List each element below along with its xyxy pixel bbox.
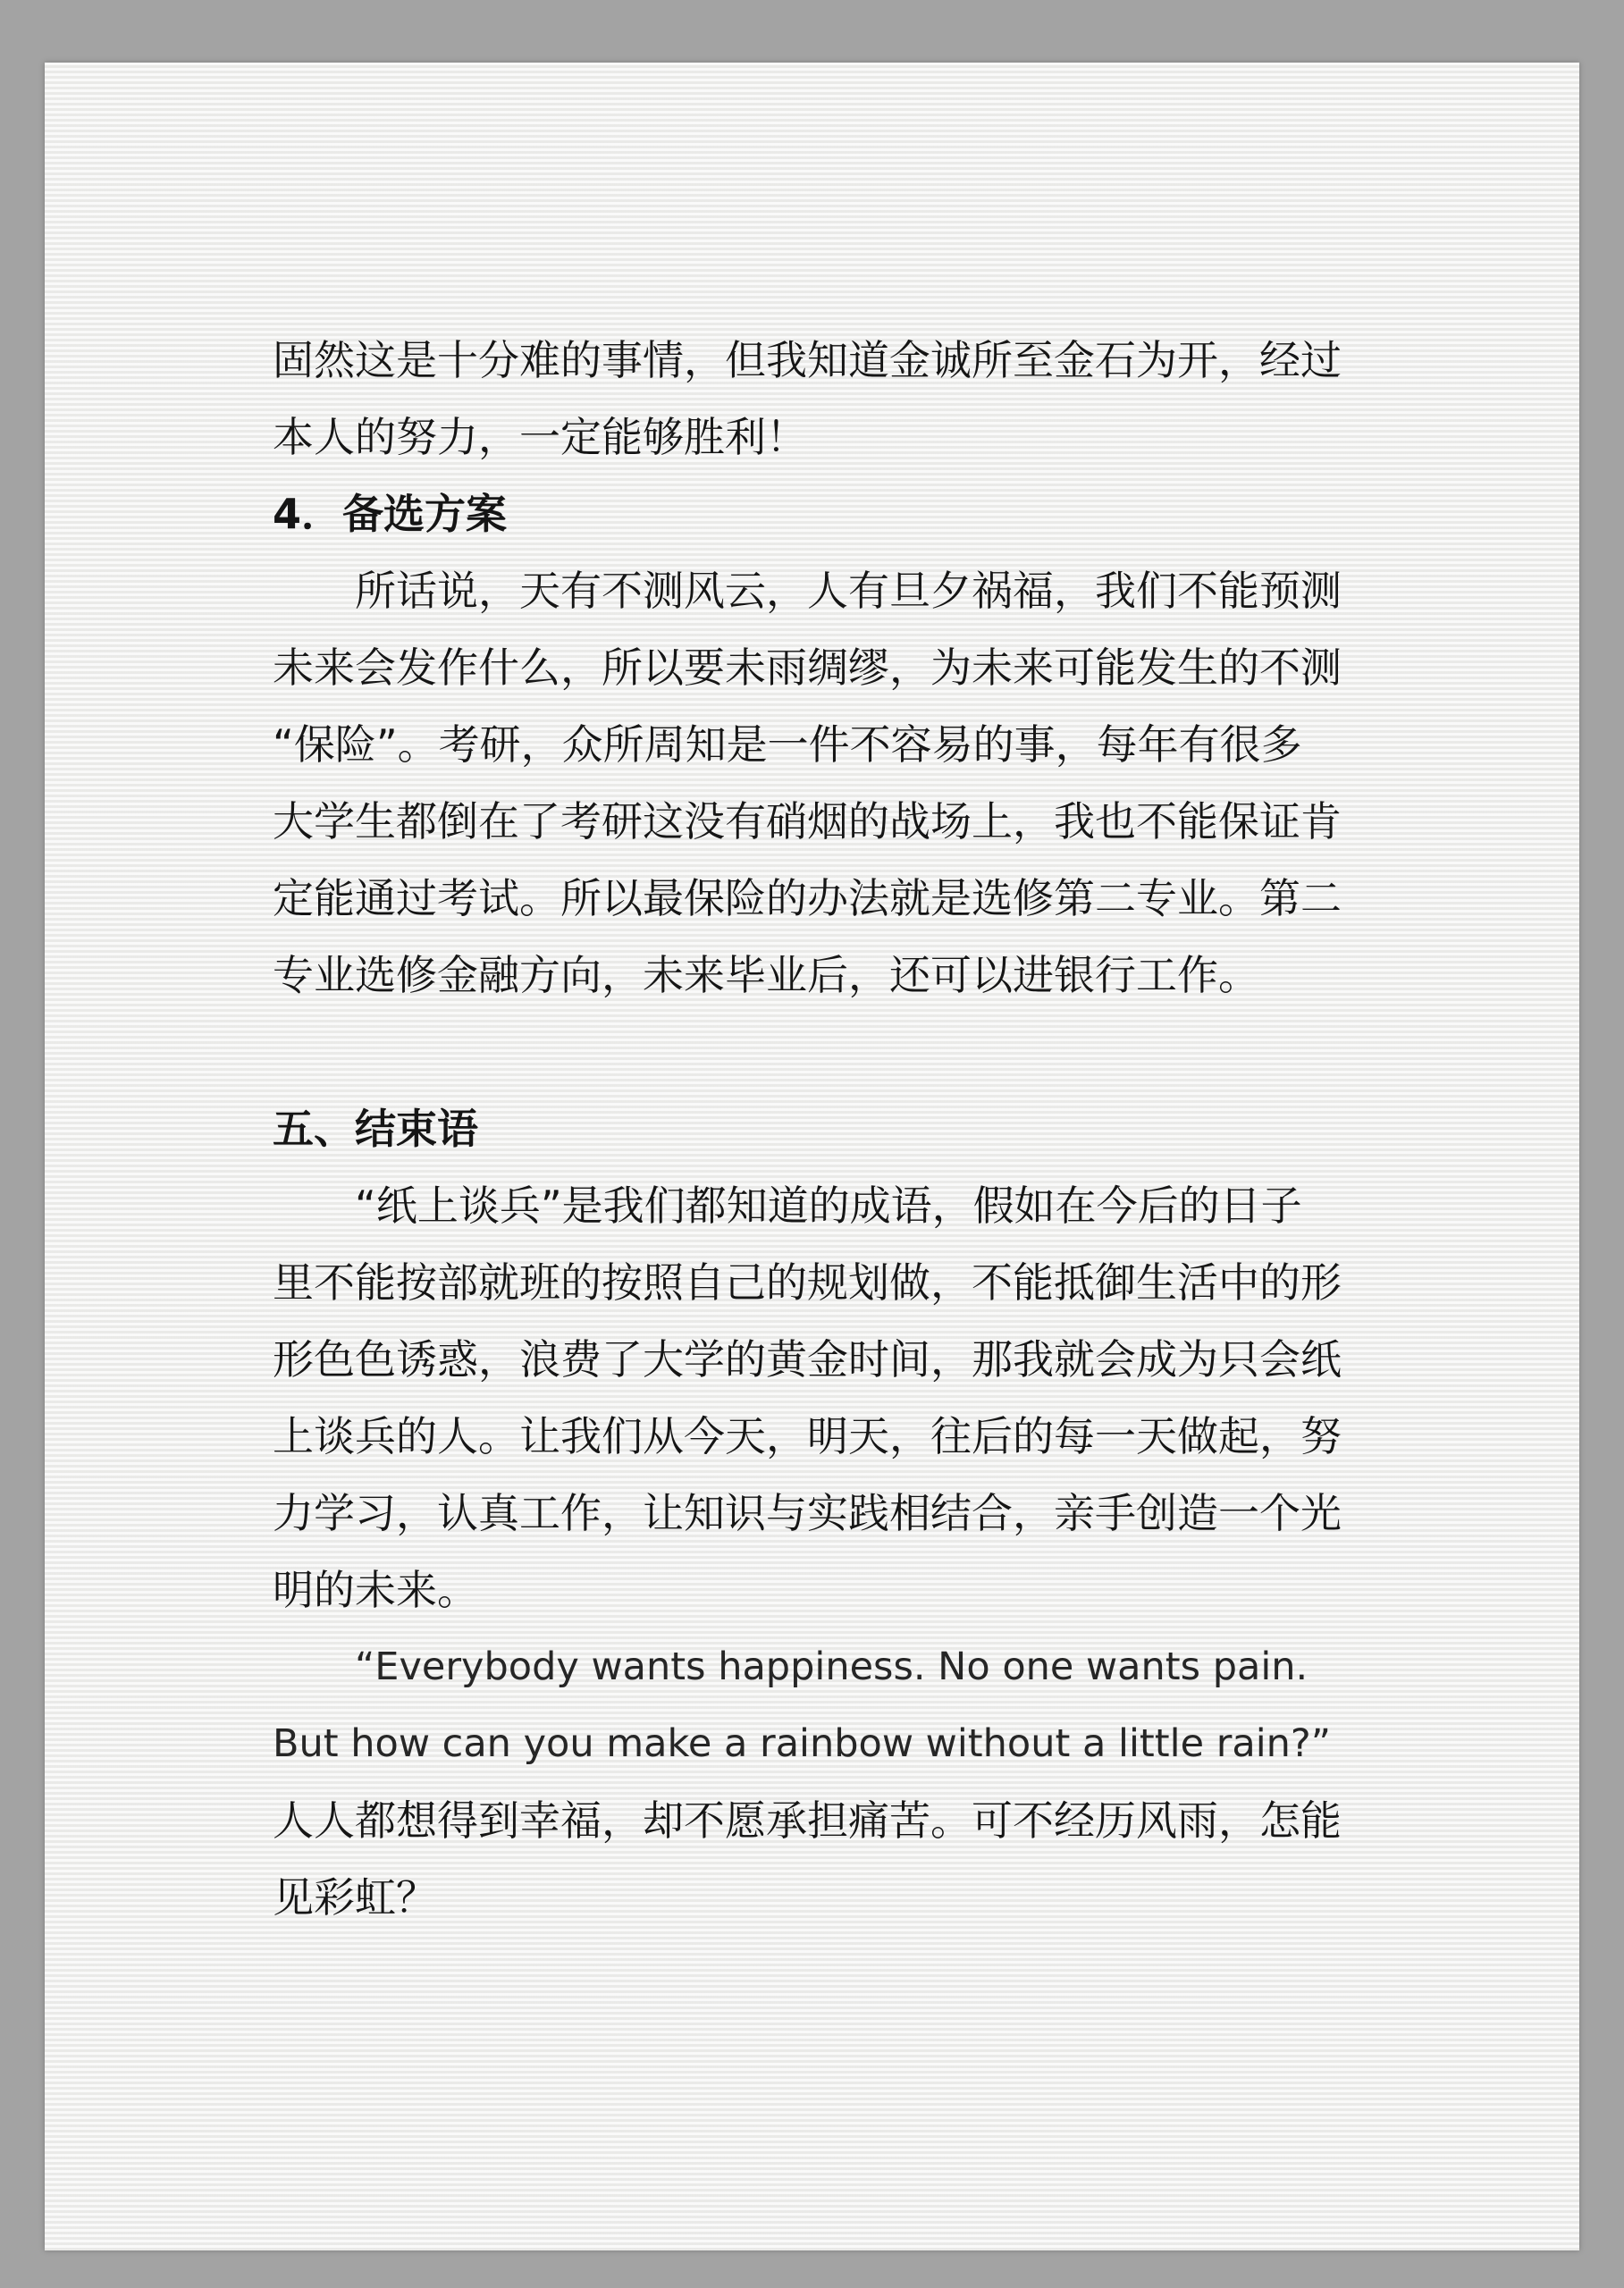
paragraph-line: 明的未来。 bbox=[273, 1566, 478, 1614]
paragraph-line: 力学习，认真工作，让知识与实践相结合，亲手创造一个光 bbox=[273, 1489, 1342, 1537]
paragraph-line: 未来会发作什么，所以要未雨绸缪，为未来可能发生的不测 bbox=[273, 644, 1342, 692]
paragraph-line: 固然这是十分难的事情，但我知道金诚所至金石为开，经过 bbox=[273, 336, 1342, 384]
paragraph-line: 大学生都倒在了考研这没有硝烟的战场上，我也不能保证肯 bbox=[273, 797, 1342, 845]
document-page bbox=[45, 63, 1579, 2250]
paragraph-spacer bbox=[273, 1014, 1390, 1090]
paragraph-line: “保险”。考研，众所周知是一件不容易的事，每年有很多 bbox=[273, 720, 1302, 769]
page-body bbox=[273, 322, 1390, 1936]
paragraph-line: 专业选修金融方向，未来毕业后，还可以进银行工作。 bbox=[273, 951, 1259, 999]
paragraph-line: 形色色诱惑，浪费了大学的黄金时间，那我就会成为只会纸 bbox=[273, 1335, 1342, 1384]
paragraph-line: 里不能按部就班的按照自己的规划做，不能抵御生活中的形 bbox=[273, 1258, 1342, 1307]
english-quote-line: “Everybody wants happiness. No one wants pain. bbox=[355, 1644, 1308, 1689]
paragraph-line: 本人的努力，一定能够胜利！ bbox=[273, 413, 807, 461]
english-quote-line: But how can you make a rainbow without a little rain?” bbox=[273, 1721, 1332, 1766]
paragraph-line: 所话说，天有不测风云，人有旦夕祸福，我们不能预测 bbox=[355, 567, 1342, 615]
paragraph-line: 定能通过考试。所以最保险的办法就是选修第二专业。第二 bbox=[273, 874, 1342, 922]
paragraph-line: 上谈兵的人。让我们从今天，明天，往后的每一天做起，努 bbox=[273, 1412, 1342, 1460]
section-heading-backup-plan: 4．备选方案 bbox=[273, 490, 508, 538]
section-heading-conclusion: 五、结束语 bbox=[273, 1105, 478, 1153]
paragraph-line: “纸上谈兵”是我们都知道的成语，假如在今后的日子 bbox=[355, 1182, 1302, 1230]
paragraph-line: 人人都想得到幸福，却不愿承担痛苦。可不经历风雨，怎能 bbox=[273, 1796, 1342, 1845]
paragraph-line: 见彩虹？ bbox=[273, 1873, 437, 1922]
